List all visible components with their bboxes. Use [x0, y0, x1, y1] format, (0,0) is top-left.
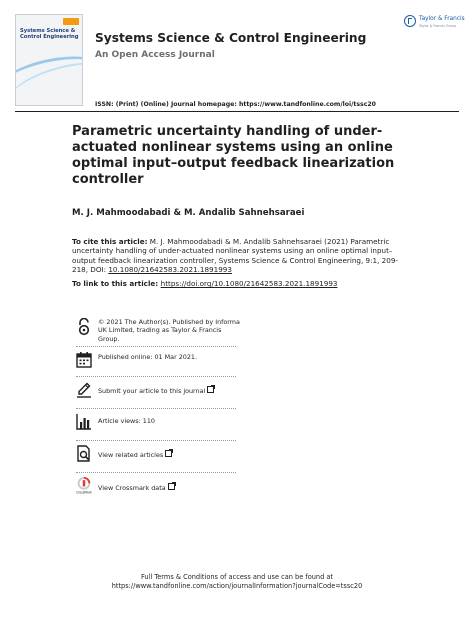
terms-footer [0, 573, 474, 591]
info-divider [76, 376, 236, 377]
published-date: Published online: 01 Mar 2021. [98, 353, 198, 361]
submit-article-link[interactable]: Submit your article to this journal [98, 387, 206, 395]
journal-title: Systems Science & Control Engineering [95, 31, 367, 45]
submit-pencil-icon [76, 381, 92, 399]
info-divider [76, 440, 236, 441]
journal-cover-thumbnail [15, 14, 83, 106]
related-articles-link[interactable]: View related articles [98, 451, 164, 459]
publisher-tagline: Taylor & Francis Group [419, 24, 457, 28]
calendar-icon [76, 351, 92, 369]
related-articles-search-icon [76, 445, 92, 463]
citation-block [72, 237, 407, 275]
crossmark-icon-label: CrossMark [76, 490, 92, 495]
open-access-tag-icon [63, 18, 79, 25]
issn-homepage-line[interactable]: ISSN: (Print) (Online) Journal homepage: https://www.tandfonline.com/loi/tssc20 [95, 101, 376, 108]
license-text: © 2021 The Author(s). Published by Informa UK Limited, trading as Taylor & Francis Group. [98, 318, 240, 343]
article-doi-url[interactable]: https://doi.org/10.1080/21642583.2021.1891993 [160, 279, 338, 288]
citation-label: To cite this article: [72, 237, 148, 246]
external-link-icon [168, 483, 175, 490]
article-link-line [72, 279, 407, 288]
external-link-icon [165, 450, 172, 457]
publisher-name: Taylor & Francis [419, 16, 465, 22]
footer-terms-line: Full Terms & Conditions of access and use can be found at [140, 573, 334, 581]
external-link-icon [207, 386, 214, 393]
info-divider [76, 408, 236, 409]
article-authors: M. J. Mahmoodabadi & M. Andalib Sahnehsaraei [72, 208, 305, 218]
journal-subtitle: An Open Access Journal [95, 50, 215, 60]
cover-title: Systems Science & Control Engineering [20, 28, 79, 41]
info-divider [76, 472, 236, 473]
header-divider [15, 111, 459, 112]
publisher-logo [404, 14, 466, 34]
footer-terms-url[interactable]: https://www.tandfonline.com/action/journalInformation?journalCode=tssc20 [111, 582, 363, 590]
open-access-lock-icon [76, 318, 92, 336]
citation-text: M. J. Mahmoodabadi & M. Andalib Sahnehsaraei (2021) Parametric uncertainty handling of under-actuated nonlinear systems using an online optimal input–output feedback linearization controller, Systems Science & Control Engineering, 9:1, 209-218, DOI: [72, 237, 398, 275]
publisher-logo-icon [404, 15, 416, 27]
link-label: To link to this article: [72, 279, 161, 288]
bar-chart-icon [76, 413, 92, 431]
crossmark-link[interactable]: View Crossmark data [98, 484, 166, 492]
article-title: Parametric uncertainty handling of under-actuated nonlinear systems using an online optimal input–output feedback linearization controller [72, 124, 395, 187]
article-views: Article views: 110 [98, 417, 155, 425]
crossmark-icon [76, 477, 92, 495]
citation-doi-link[interactable]: 10.1080/21642583.2021.1891993 [108, 265, 232, 275]
info-divider [76, 346, 236, 347]
